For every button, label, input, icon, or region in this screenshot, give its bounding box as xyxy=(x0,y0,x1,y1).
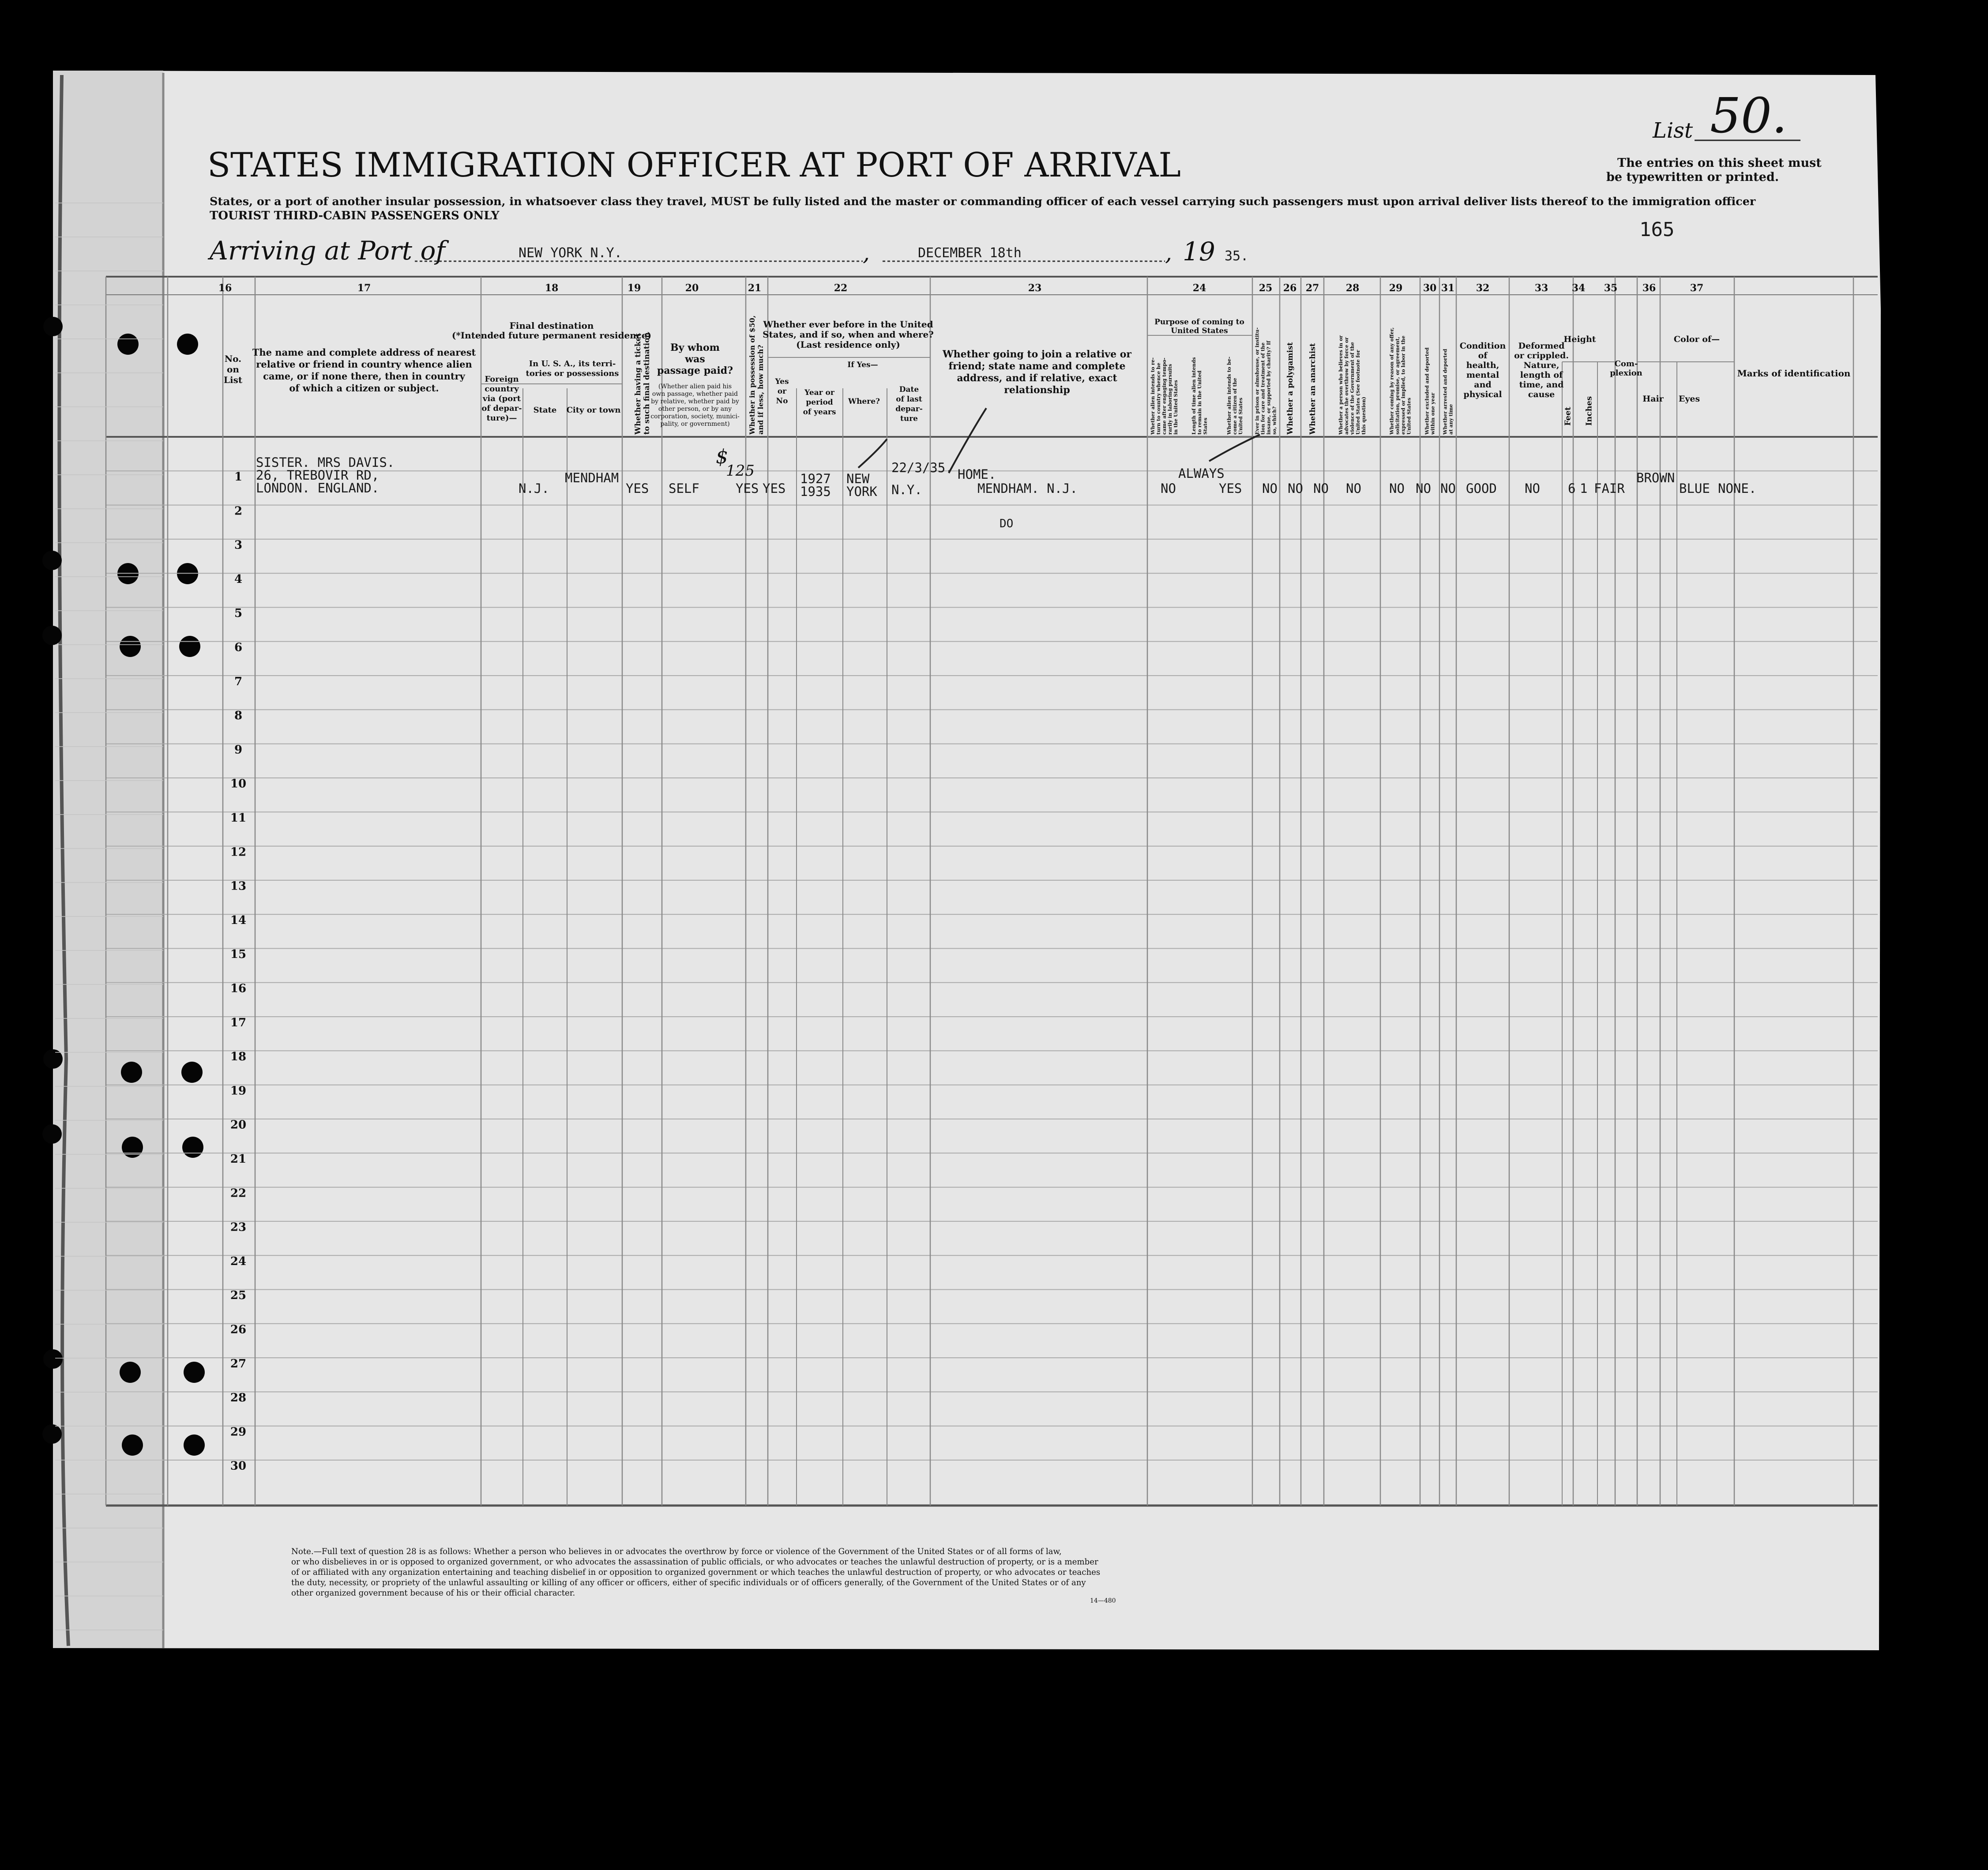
citizen-value: YES xyxy=(1219,481,1242,496)
binding-hole xyxy=(120,636,141,657)
row-number-5: 5 xyxy=(234,607,243,620)
manifest-sheet xyxy=(53,71,1881,1650)
header-24-length-line-3: States xyxy=(1202,417,1208,435)
last-departure-line-1: 22/3/35. xyxy=(891,460,953,475)
list-number: 50. xyxy=(1710,87,1787,144)
binding-hole-edge xyxy=(43,1349,63,1369)
year-suffix: 35. xyxy=(1225,248,1249,264)
relative-address-line-2: 26, TREBOVIR RD, xyxy=(256,468,380,483)
column-number-34: 34 xyxy=(1571,282,1586,294)
header-22-yesno-line-2: or xyxy=(777,387,787,396)
header-32-line-4: mental xyxy=(1466,370,1499,380)
header-28-line-3: violence of the Government of the xyxy=(1349,342,1355,435)
header-23-line-3: address, and if relative, exact xyxy=(957,372,1117,384)
header-28-line-1: Whether a person who believes in or xyxy=(1338,335,1344,435)
row-number-29: 29 xyxy=(230,1425,247,1439)
binding-hole-edge xyxy=(42,551,62,570)
date-value: DECEMBER 18th xyxy=(918,245,1022,261)
header-28-line-2: advocates the overthrow by force or xyxy=(1343,337,1349,435)
row-number-24: 24 xyxy=(230,1254,247,1268)
row-number-9: 9 xyxy=(234,743,243,757)
offer-labor-value: NO xyxy=(1389,481,1405,496)
header-24-line-1: Purpose of coming to xyxy=(1154,318,1244,327)
header-25-line-1: Ever in prison or almshouse, or institu- xyxy=(1254,327,1260,435)
binding-hole xyxy=(121,1062,142,1083)
paid-by-value: SELF xyxy=(669,481,699,496)
destination-state: N.J. xyxy=(519,481,549,496)
binding-hole xyxy=(181,1062,203,1083)
header-22-ifyes-line-1: If Yes— xyxy=(847,360,878,369)
column-number-33: 33 xyxy=(1534,282,1548,294)
row-number-15: 15 xyxy=(230,948,247,961)
years-before-line-1: 1927 xyxy=(800,471,831,486)
header-20-line-3: passage paid? xyxy=(657,365,733,376)
column-number-19: 19 xyxy=(627,282,641,294)
header-33-line-3: Nature, xyxy=(1523,360,1560,370)
row-number-6: 6 xyxy=(234,641,243,654)
header-22-years-line-3: of years xyxy=(803,408,836,417)
header-34-line-1: Height xyxy=(1563,334,1596,344)
health-value: GOOD xyxy=(1466,481,1497,496)
header-23-line-1: Whether going to join a relative or xyxy=(942,349,1132,360)
header-32-line-3: health, xyxy=(1466,360,1499,370)
row-number-3: 3 xyxy=(234,538,243,552)
date-comma: , xyxy=(863,240,870,266)
header-20-line-2: was xyxy=(685,353,705,365)
before-yes-no: YES xyxy=(763,481,786,496)
row-number-7: 7 xyxy=(234,675,243,688)
header-17-line-4: of which a citizen or subject. xyxy=(289,383,439,394)
header-20-note-line-2: own passage, whether paid xyxy=(652,391,738,398)
binding-hole-edge xyxy=(43,317,63,336)
eye-color-value: BLUE xyxy=(1679,481,1710,496)
header-24-return-line-2: turn to country whence he xyxy=(1155,362,1161,435)
header-22-departure-line-4: ture xyxy=(900,414,918,423)
row-number-12: 12 xyxy=(230,845,247,859)
header-29-line-1: Whether coming by reason of any offer, xyxy=(1389,327,1395,435)
arriving-label: Arriving at Port of xyxy=(210,236,445,266)
column-number-37: 37 xyxy=(1690,282,1704,294)
header-18-foreign-line-3: via (port xyxy=(482,394,521,403)
header-16-line-2: on xyxy=(227,364,239,375)
header-33-line-1: Deformed xyxy=(1518,341,1565,351)
relative-address-line-3: LONDON. ENGLAND. xyxy=(256,481,380,496)
row-number-19: 19 xyxy=(230,1084,247,1098)
header-33-line-5: time, and xyxy=(1519,380,1564,390)
row-number-20: 20 xyxy=(230,1118,247,1132)
deformed-value: NO xyxy=(1525,481,1540,496)
money-amount: 125 xyxy=(726,462,755,480)
where-before-line-2: YORK xyxy=(846,484,877,499)
row-number-22: 22 xyxy=(230,1187,247,1200)
row-number-18: 18 xyxy=(230,1050,247,1064)
header-29-line-2: solicitation, promise, or agreement, xyxy=(1394,337,1401,435)
column-number-30: 30 xyxy=(1423,282,1437,294)
header-28-line-4: United States (See footnote for xyxy=(1355,349,1361,435)
header-20-note-line-4: other person, or by any xyxy=(658,406,732,413)
header-16-line-3: List xyxy=(223,375,243,385)
header-22-years-line-1: Year or xyxy=(804,388,834,397)
binding-hole xyxy=(177,334,198,355)
header-26-line-1: Whether a polygamist xyxy=(1285,342,1295,435)
where-before-line-1: NEW xyxy=(846,471,870,486)
column-number-26: 26 xyxy=(1283,282,1297,294)
column-number-22: 22 xyxy=(834,282,848,294)
port-value: NEW YORK N.Y. xyxy=(519,245,622,261)
header-24-citizen-line-2: come a citizen of the xyxy=(1232,378,1238,435)
header-31-line-1: Whether arrested and deported xyxy=(1442,349,1448,435)
column-number-28: 28 xyxy=(1345,282,1360,294)
column-number-35: 35 xyxy=(1604,282,1618,294)
column-number-27: 27 xyxy=(1305,282,1319,294)
header-18-line-1: Final destination xyxy=(509,320,594,331)
binding-hole-edge xyxy=(42,1124,62,1144)
intends-return-value: NO xyxy=(1161,481,1176,496)
column-number-24: 24 xyxy=(1192,282,1206,294)
column-number-31: 31 xyxy=(1441,282,1455,294)
year-prefix: 19 xyxy=(1183,237,1215,267)
header-28-line-5: this question) xyxy=(1360,397,1367,435)
arrested-value: NO xyxy=(1440,481,1456,496)
header-22-yesno-line-3: No xyxy=(776,397,788,406)
header-36-line-1: Color of— xyxy=(1673,334,1720,344)
header-18-foreign-line-4: of depar- xyxy=(481,404,522,413)
binding-hole xyxy=(182,1137,203,1158)
column-number-16: 16 xyxy=(218,282,232,294)
header-20-line-1: By whom xyxy=(670,342,720,353)
header-36-hair-line-1: Hair xyxy=(1642,394,1664,404)
row-number-25: 25 xyxy=(230,1289,247,1303)
row-number-13: 13 xyxy=(230,879,247,893)
header-32-line-5: and xyxy=(1474,380,1492,390)
header-21-line-1: Whether in possession of $50, xyxy=(748,315,757,435)
header-22-years-line-2: period xyxy=(806,398,833,407)
column-number-18: 18 xyxy=(545,282,559,294)
header-33-line-2: or crippled. xyxy=(1514,351,1569,360)
binding-hole xyxy=(120,1362,141,1383)
header-24-length-line-2: to remain in the United xyxy=(1196,370,1203,435)
header-23-line-4: relationship xyxy=(1004,384,1070,396)
header-35-line-1: Com- xyxy=(1614,359,1638,368)
header-23-line-2: friend; state name and complete xyxy=(948,360,1126,372)
header-20-note-line-3: by relative, whether paid by xyxy=(651,398,739,405)
column-number-29: 29 xyxy=(1389,282,1403,294)
column-number-21: 21 xyxy=(748,282,762,294)
binding-hole-edge xyxy=(42,1424,62,1444)
form-code: 14—480 xyxy=(1090,1597,1116,1604)
binding-hole xyxy=(179,636,200,657)
money-dollar-sign: $ xyxy=(716,446,728,468)
header-24-return-line-5: in the United States xyxy=(1173,380,1179,435)
row-number-2: 2 xyxy=(234,504,243,518)
page-number: 165 xyxy=(1639,218,1675,241)
header-24-citizen-line-1: Whether alien intends to be- xyxy=(1226,357,1232,435)
header-33-line-4: length of xyxy=(1520,370,1563,380)
header-18-line-2: (*Intended future permanent residence) xyxy=(451,330,652,341)
header-29-line-3: expressed or implied, to labor in the xyxy=(1400,335,1406,435)
header-24-return-line-4: rarily in laboring pursuits xyxy=(1167,364,1173,435)
complexion-value: FAIR xyxy=(1594,481,1625,496)
relative-address-line-1: SISTER. MRS DAVIS. xyxy=(256,455,395,470)
height-inches-value: 1 xyxy=(1580,481,1588,496)
header-22-yesno-line-1: Yes xyxy=(775,377,789,386)
header-30-line-2: within one year xyxy=(1430,392,1436,435)
last-departure-line-2: N.Y. xyxy=(891,482,922,497)
header-18-foreign-line-1: Foreign xyxy=(485,375,519,384)
column-number-20: 20 xyxy=(685,282,699,294)
footnote-line-2: or who disbelieves in or is opposed to organized government, or who advocates the assassination of public officials, or who advocates or teaches the unlawful destruction of property, or is a member xyxy=(291,1557,1098,1567)
prison-value: NO xyxy=(1262,481,1278,496)
column-number-17: 17 xyxy=(357,282,371,294)
row-number-4: 4 xyxy=(234,572,243,586)
row-number-16: 16 xyxy=(230,982,247,995)
joining-address: MENDHAM. N.J. xyxy=(977,481,1078,496)
years-before-line-2: 1935 xyxy=(800,484,831,499)
row-number-30: 30 xyxy=(230,1459,247,1473)
header-18-usa-line-2: tories or possessions xyxy=(526,369,619,378)
marks-value: NONE. xyxy=(1718,481,1757,496)
header-24-line-2: United States xyxy=(1171,327,1228,335)
header-37-line-1: Marks of identification xyxy=(1737,368,1851,379)
header-20-note-line-1: (Whether alien paid his xyxy=(658,383,732,390)
header-21-line-2: and if less, how much? xyxy=(756,345,765,435)
header-22-where-line-1: Where? xyxy=(848,397,880,406)
footnote-line-5: other organized government because of his or their official character. xyxy=(291,1588,575,1598)
typewritten-note-line-1: The entries on this sheet must xyxy=(1617,156,1822,170)
row-number-21: 21 xyxy=(230,1153,247,1166)
header-17-line-3: came, or if none there, then in country xyxy=(263,371,465,382)
header-24-citizen-line-3: United States xyxy=(1237,398,1244,435)
header-25-line-4: so, which? xyxy=(1271,406,1278,435)
header-33-line-6: cause xyxy=(1528,390,1555,399)
row-number-10: 10 xyxy=(230,777,247,791)
header-31-line-2: at any time xyxy=(1448,404,1454,435)
header-22-line-2: States, and if so, when and where? xyxy=(763,329,934,340)
joining-home: HOME. xyxy=(958,467,996,482)
header-22-line-3: (Last residence only) xyxy=(796,339,900,350)
destination-city: MENDHAM xyxy=(565,470,619,485)
form-instructions: States, or a port of another insular possession, in whatsoever class they travel, MUST be fully listed and the master or commanding officer of each vessel carrying such passengers must upon arrival deliver lists thereof to the immigration officer xyxy=(210,195,1756,208)
header-24-return-line-3: came after engaging tempo- xyxy=(1161,357,1167,435)
header-16-line-1: No. xyxy=(224,353,242,364)
binding-hole xyxy=(184,1362,205,1383)
header-35-line-2: plexion xyxy=(1610,368,1642,378)
row-number-27: 27 xyxy=(230,1357,247,1371)
header-27-line-1: Whether an anarchist xyxy=(1308,343,1317,435)
column-number-36: 36 xyxy=(1642,282,1656,294)
year-comma: , xyxy=(1165,240,1172,266)
header-34-inches-line-1: Inches xyxy=(1584,396,1594,426)
header-25-line-2: tion for care and treatment of the xyxy=(1260,342,1266,435)
ditto-mark: DO xyxy=(1000,517,1014,530)
row-number-23: 23 xyxy=(230,1220,247,1234)
header-22-line-1: Whether ever before in the United xyxy=(763,319,933,330)
binding-hole-edge xyxy=(42,626,62,645)
header-29-line-4: United States xyxy=(1406,398,1412,435)
header-19-line-1: Whether having a ticket xyxy=(633,333,643,435)
header-18-foreign-line-5: ture)— xyxy=(486,413,517,423)
row-number-28: 28 xyxy=(230,1391,247,1405)
row-number-26: 26 xyxy=(230,1323,247,1337)
form-title: STATES IMMIGRATION OFFICER AT PORT OF ARRIVAL xyxy=(207,145,1181,184)
header-18-usa-line-1: In U. S. A., its terri- xyxy=(529,359,616,368)
hair-color-value: BROWN xyxy=(1636,470,1675,485)
header-18-city-line-1: City or town xyxy=(566,406,621,415)
header-30-line-1: Whether excluded and deported xyxy=(1424,347,1430,435)
list-label: List xyxy=(1653,118,1693,143)
footnote-line-1: Note.—Full text of question 28 is as follows: Whether a person who believes in or advocates the overthrow by force or violence of the Government of the United States or of all forms of law, xyxy=(291,1547,1062,1556)
header-22-departure-line-2: of last xyxy=(896,395,922,404)
header-18-foreign-line-2: country xyxy=(485,384,519,394)
column-number-25: 25 xyxy=(1259,282,1273,294)
header-36-eyes-line-1: Eyes xyxy=(1678,394,1700,404)
excluded-value: NO xyxy=(1416,481,1431,496)
binding-hole xyxy=(184,1434,205,1456)
header-24-return-line-1: Whether alien intends to re- xyxy=(1150,357,1156,435)
polygamist-value: NO xyxy=(1288,481,1303,496)
anarchist-value: NO xyxy=(1313,481,1329,496)
header-19-line-2: to such final destination xyxy=(642,332,651,435)
row-number-1: 1 xyxy=(234,470,243,484)
header-17-line-1: The name and complete address of nearest xyxy=(252,347,476,358)
money-value: YES xyxy=(736,481,759,496)
binding-hole xyxy=(122,1137,143,1158)
column-number-32: 32 xyxy=(1476,282,1490,294)
row-number-11: 11 xyxy=(230,811,247,825)
header-34-feet-line-1: Feet xyxy=(1563,406,1573,426)
binding-hole xyxy=(122,1434,143,1456)
footnote-line-3: of or affiliated with any organization entertaining and teaching disbelief in or opposition to organized government or which teaches the unlawful destruction of property, or who advocates or teaches xyxy=(291,1568,1101,1577)
header-18-state-line-1: State xyxy=(533,406,557,415)
header-22-departure-line-3: depar- xyxy=(895,405,923,413)
header-25-line-3: insane, or supported by charity? If xyxy=(1266,341,1272,435)
header-22-departure-line-1: Date xyxy=(899,385,919,394)
header-17-line-2: relative or friend in country whence alien xyxy=(256,359,472,370)
row-number-17: 17 xyxy=(230,1016,247,1029)
header-32-line-6: physical xyxy=(1463,390,1502,399)
footnote-line-4: the duty, necessity, or propriety of the unlawful assaulting or killing of any officer or officers, either of specific individuals or of officers generally, of the Government of the United States or of any xyxy=(291,1578,1086,1588)
header-20-note-line-6: pality, or government) xyxy=(660,421,730,428)
header-20-note-line-5: corporation, society, munici- xyxy=(650,413,740,420)
column-number-23: 23 xyxy=(1028,282,1042,294)
passenger-class: TOURIST THIRD-CABIN PASSENGERS ONLY xyxy=(210,209,500,222)
typewritten-note-line-2: be typewritten or printed. xyxy=(1606,170,1779,184)
height-feet-value: 6 xyxy=(1568,481,1576,496)
header-32-line-1: Condition xyxy=(1459,341,1506,351)
header-24-length-line-1: Length of time alien intends xyxy=(1191,357,1197,435)
header-32-line-2: of xyxy=(1478,351,1488,360)
ticket-value: YES xyxy=(626,481,649,496)
binding-hole xyxy=(117,334,139,355)
row-number-14: 14 xyxy=(230,913,247,927)
length-of-stay-value: ALWAYS xyxy=(1178,466,1225,481)
row-number-8: 8 xyxy=(234,709,243,723)
overthrow-value: NO xyxy=(1346,481,1361,496)
binding-strip xyxy=(53,71,163,1648)
